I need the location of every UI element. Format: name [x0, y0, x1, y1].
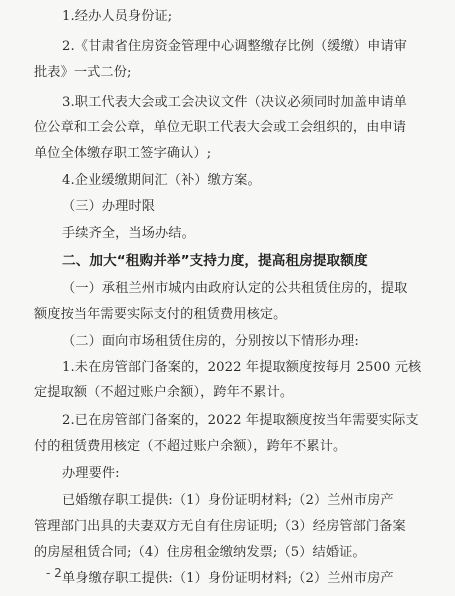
section-subheading: （三）办理时限 — [62, 199, 156, 214]
text-line: 付的租赁费用核定（不超过账户余额），跨年不累计。 — [34, 439, 347, 454]
page-number: - 2 - — [46, 566, 70, 580]
text-line: 批表》一式二份; — [34, 65, 132, 80]
text-line: 办理要件: — [62, 466, 120, 481]
text-line: 4.企业缓缴期间汇（补）缴方案。 — [62, 173, 261, 188]
text-line: 定提取额（不超过账户余额），跨年不累计。 — [34, 385, 294, 400]
text-line: 3.职工代表大会或工会决议文件（决议必须同时加盖申请单 — [62, 95, 407, 110]
text-line: 2.已在房管部门备案的，2022 年提取额度按当年需要实际支 — [62, 413, 419, 428]
text-line: 手续齐全，当场办结。 — [62, 226, 195, 241]
text-line: 1.经办人员身份证; — [62, 9, 173, 24]
text-line: 单身缴存职工提供:（1）身份证明材料;（2）兰州市房产 — [62, 571, 394, 586]
text-line: （二）面向市场租赁住房的，分别按以下情形办理: — [62, 334, 359, 349]
text-line: 额度按当年需要实际支付的租赁费用核定。 — [34, 307, 287, 322]
text-line: 2.《甘肃省住房资金管理中心调整缴存比例（缓缴）申请审 — [62, 39, 407, 54]
text-line: 1.未在房管部门备案的，2022 年提取额度按每月 2500 元核 — [62, 360, 422, 375]
text-line: 位公章和工会公章，单位无职工代表大会或工会组织的，由申请 — [34, 120, 407, 135]
text-line: 已婚缴存职工提供:（1）身份证明材料;（2）兰州市房产 — [62, 493, 394, 508]
text-line: （一）承租兰州市城内由政府认定的公共租赁住房的，提取 — [62, 281, 408, 296]
section-heading: 二、加大“租购并举”支持力度，提高租房提取额度 — [62, 253, 368, 269]
text-line: 单位全体缴存职工签字确认）; — [34, 146, 212, 161]
text-line: 管理部门出具的夫妻双方无自有住房证明;（3）经房管部门备案 — [34, 519, 406, 534]
text-line: 的房屋租赁合同;（4）住房租金缴纳发票;（5）结婚证。 — [34, 545, 366, 560]
